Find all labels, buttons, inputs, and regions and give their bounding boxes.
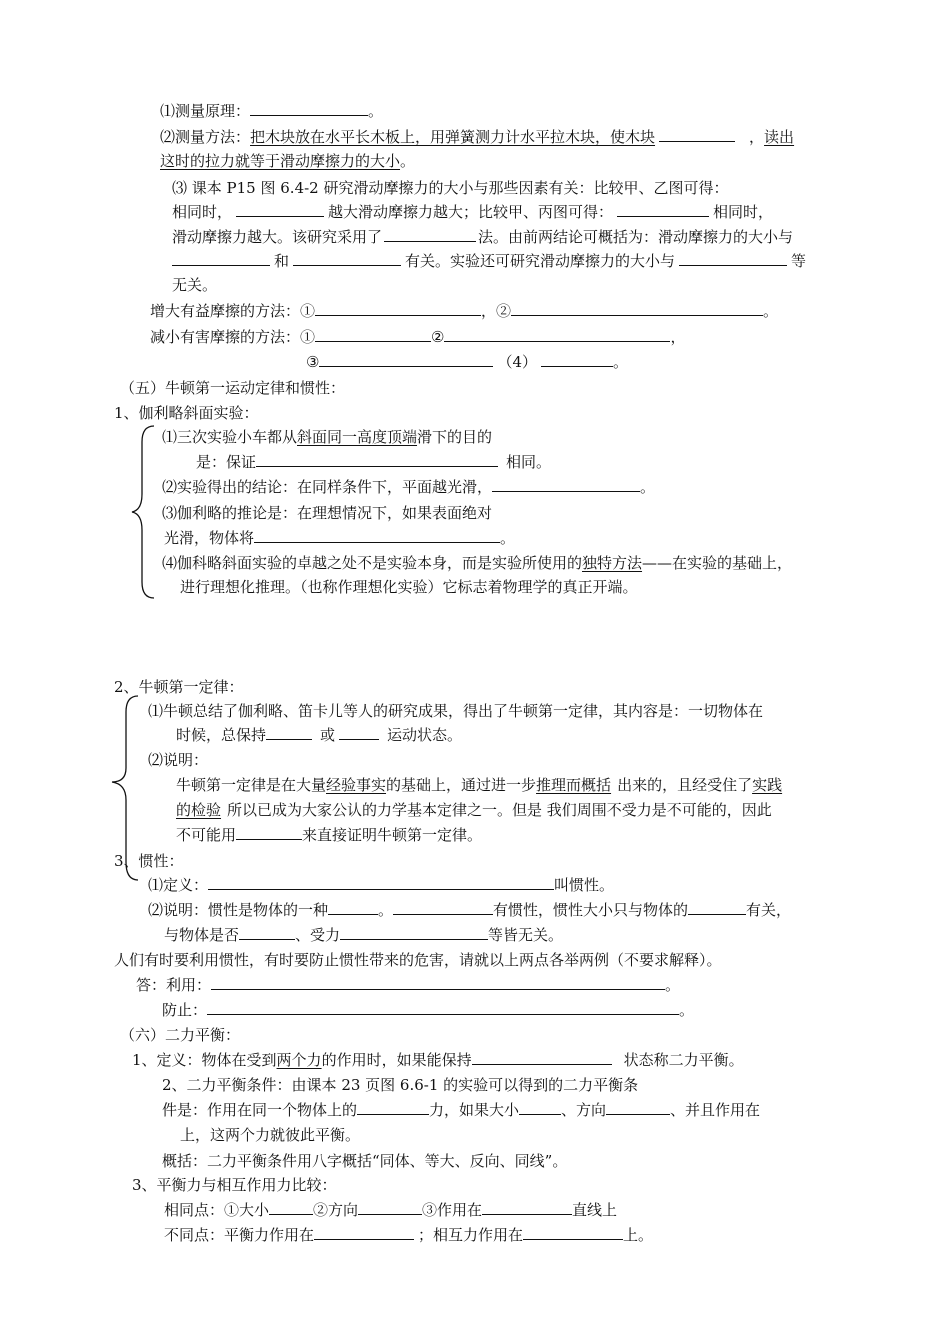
blank[interactable] bbox=[358, 1199, 422, 1215]
balance-line-3 bbox=[162, 1099, 760, 1121]
text: 不同点：平衡力作用在 bbox=[164, 1226, 315, 1244]
factors-line-2 bbox=[172, 226, 793, 248]
newton-line-2 bbox=[176, 724, 462, 746]
text: 牛顿第一定律是在大量 bbox=[176, 776, 327, 794]
measure-method-line bbox=[160, 126, 794, 148]
underlined-text: 推理而概括 bbox=[536, 776, 612, 794]
text: 上，这两个力就彼此平衡。 bbox=[180, 1126, 361, 1144]
measure-principle-line bbox=[160, 100, 383, 122]
punct: 。 bbox=[679, 1001, 695, 1019]
newton-line-4 bbox=[176, 774, 782, 796]
text: 时候，总保持 bbox=[176, 726, 267, 744]
blank[interactable] bbox=[523, 1224, 623, 1240]
text: 叫惯性。 bbox=[554, 876, 615, 894]
blank[interactable] bbox=[444, 326, 670, 342]
textbook-line bbox=[172, 177, 729, 199]
text: 法。由前两结论可概括为：滑动摩擦力的大小与 bbox=[478, 228, 794, 246]
factors-line bbox=[172, 201, 773, 223]
section-heading-newton bbox=[120, 377, 345, 399]
text: 、受力 bbox=[295, 926, 341, 944]
underlined-text: 两个力 bbox=[276, 1051, 322, 1069]
text: 的基础上，通过进一步 bbox=[386, 776, 537, 794]
blank[interactable] bbox=[293, 250, 401, 266]
punct: ， bbox=[749, 128, 765, 146]
blank[interactable] bbox=[340, 924, 488, 940]
inertia-heading bbox=[114, 850, 184, 872]
text: 减小有害摩擦的方法：① bbox=[150, 328, 316, 346]
blank[interactable] bbox=[688, 899, 746, 915]
galileo-line-4 bbox=[162, 502, 492, 524]
text: ⑵说明： bbox=[148, 751, 209, 769]
factors-line-3 bbox=[172, 250, 806, 272]
text: ，② bbox=[481, 302, 512, 320]
text: 越大滑动摩擦力越大；比较甲、丙图可得： bbox=[328, 203, 614, 221]
blank[interactable] bbox=[482, 1199, 572, 1215]
measure-method-line-2 bbox=[160, 150, 415, 172]
balance-line-2 bbox=[162, 1074, 638, 1096]
inertia-line-1 bbox=[148, 874, 614, 896]
text: 滑动摩擦力越大。该研究采用了 bbox=[172, 228, 383, 246]
punct: 。 bbox=[368, 102, 384, 120]
factors-line-4 bbox=[172, 274, 217, 296]
text: 出来的，且经受住了 bbox=[617, 776, 753, 794]
blank[interactable] bbox=[679, 250, 787, 266]
blank[interactable] bbox=[236, 824, 302, 840]
underlined-text: 斜面同一高度顶端 bbox=[297, 428, 418, 446]
blank[interactable] bbox=[328, 899, 378, 915]
text: ② bbox=[431, 328, 445, 346]
galileo-heading bbox=[114, 402, 259, 424]
balance-line-4 bbox=[180, 1124, 360, 1146]
blank[interactable] bbox=[172, 250, 270, 266]
blank[interactable] bbox=[269, 1199, 313, 1215]
blank[interactable] bbox=[319, 351, 493, 367]
punct: ， bbox=[670, 328, 686, 346]
text: 无关。 bbox=[172, 276, 218, 294]
text: ⑵实验得出的结论：在同样条件下，平面越光滑， bbox=[162, 478, 493, 496]
inertia-line-2 bbox=[148, 899, 791, 921]
text: 防止： bbox=[162, 1001, 208, 1019]
galileo-line-6 bbox=[162, 552, 792, 574]
text: 相同时， bbox=[713, 203, 774, 221]
text: 所以已成为大家公认的力学基本定律之一。但是 我们周围不受力是不可能的，因此 bbox=[227, 801, 772, 819]
text: 3、惯性： bbox=[114, 852, 184, 870]
blank[interactable] bbox=[208, 874, 554, 890]
text: 的作用时，如果能保持 bbox=[321, 1051, 472, 1069]
punct: 。 bbox=[378, 901, 394, 919]
blank[interactable] bbox=[266, 724, 312, 740]
blank[interactable] bbox=[659, 126, 735, 142]
text: 相同时， bbox=[172, 203, 233, 221]
curly-brace-icon bbox=[128, 424, 158, 600]
blank[interactable] bbox=[256, 451, 498, 467]
text: 或 bbox=[320, 726, 336, 744]
blank[interactable] bbox=[314, 1224, 414, 1240]
text: 状态称二力平衡。 bbox=[623, 1051, 744, 1069]
underlined-text: 实践 bbox=[752, 776, 783, 794]
punct: 。 bbox=[640, 478, 656, 496]
blank[interactable] bbox=[315, 326, 431, 342]
punct: 。 bbox=[763, 302, 779, 320]
text: ②方向 bbox=[313, 1201, 359, 1219]
measure-principle-label: ⑴测量原理： bbox=[160, 102, 251, 120]
galileo-line-5 bbox=[164, 527, 515, 549]
blank[interactable] bbox=[211, 974, 665, 990]
punct: 。 bbox=[665, 976, 681, 994]
measure-method-text-3: 这时的拉力就等于滑动摩擦力的大小 bbox=[160, 152, 401, 170]
balance-diff-line bbox=[164, 1224, 653, 1246]
text: （五）牛顿第一运动定律和惯性： bbox=[120, 379, 346, 397]
blank[interactable] bbox=[511, 300, 763, 316]
blank[interactable] bbox=[606, 1099, 670, 1115]
blank[interactable] bbox=[254, 527, 500, 543]
newton-line-3 bbox=[148, 749, 208, 771]
section-heading-balance bbox=[120, 1024, 240, 1046]
text: 2、二力平衡条件：由课本 23 页图 6.6-1 的实验可以得到的二力平衡条 bbox=[162, 1076, 639, 1094]
text: ⑴三次实验小车都从 bbox=[162, 428, 298, 446]
blank[interactable] bbox=[492, 476, 640, 492]
text: 人们有时要利用惯性，有时要防止惯性带来的危害，请就以上两点各举两例（不要求解释）。 bbox=[114, 951, 722, 969]
blank[interactable] bbox=[384, 226, 476, 242]
measure-method-text: 把木块放在水平长木板上，用弹簧测力计水平拉木块，使木块 bbox=[250, 128, 656, 146]
text: 件是：作用在同一个物体上的 bbox=[162, 1101, 358, 1119]
blank[interactable] bbox=[519, 1099, 561, 1115]
balance-same-line bbox=[164, 1199, 617, 1221]
newton-line-5 bbox=[176, 799, 772, 821]
text: ③ bbox=[306, 353, 320, 371]
text: 来直接证明牛顿第一定律。 bbox=[302, 826, 483, 844]
text: ⑶伽利略的推论是：在理想情况下，如果表面绝对 bbox=[162, 504, 493, 522]
inertia-line-3 bbox=[164, 924, 563, 946]
text: 光滑，物体将 bbox=[164, 529, 255, 547]
text: ⑷伽科略斜面实验的卓越之处不是实验本身，而是实验所使用的 bbox=[162, 554, 583, 572]
blank[interactable] bbox=[239, 924, 295, 940]
underlined-text: 独特方法 bbox=[582, 554, 643, 572]
measure-method-text-2: 读出 bbox=[764, 128, 795, 146]
text: ③作用在 bbox=[422, 1201, 483, 1219]
text: 概括：二力平衡条件用八字概括“同体、等大、反向、同线”。 bbox=[162, 1152, 568, 1170]
text: 和 bbox=[274, 252, 290, 270]
textbook-text: ⑶ 课本 P15 图 6.4-2 研究滑动摩擦力的大小与那些因素有关：比较甲、乙图可得： bbox=[172, 179, 729, 197]
underlined-text: 的检验 bbox=[176, 801, 222, 819]
decrease-friction-line bbox=[150, 326, 685, 348]
text: 与物体是否 bbox=[164, 926, 240, 944]
newton-line-6 bbox=[176, 824, 482, 846]
galileo-line-3 bbox=[162, 476, 655, 498]
punct: 。 bbox=[400, 152, 416, 170]
galileo-line-2 bbox=[196, 451, 551, 473]
text: 运动状态。 bbox=[387, 726, 463, 744]
text: ⑴牛顿总结了伽利略、笛卡儿等人的研究成果，得出了牛顿第一定律，其内容是：一切物体在 bbox=[148, 702, 764, 720]
text: （六）二力平衡： bbox=[120, 1026, 241, 1044]
text: 直线上 bbox=[572, 1201, 618, 1219]
text: 、方向 bbox=[561, 1101, 607, 1119]
text: 力，如果大小 bbox=[429, 1101, 520, 1119]
text: （4） bbox=[497, 353, 537, 371]
galileo-line-1 bbox=[162, 426, 492, 448]
text: 答：利用： bbox=[136, 976, 212, 994]
answer-prevent-line bbox=[162, 999, 694, 1021]
balance-compare-heading bbox=[132, 1174, 337, 1196]
blank[interactable] bbox=[541, 351, 613, 367]
blank[interactable] bbox=[207, 999, 679, 1015]
punct: 。 bbox=[500, 529, 516, 547]
text: 增大有益摩擦的方法：① bbox=[150, 302, 316, 320]
text: ⑵说明：惯性是物体的一种 bbox=[148, 901, 329, 919]
blank[interactable] bbox=[357, 1099, 429, 1115]
blank[interactable] bbox=[472, 1049, 612, 1065]
text: 相同。 bbox=[506, 453, 552, 471]
underlined-text: 经验事实 bbox=[326, 776, 387, 794]
text: 1、定义：物体在受到 bbox=[132, 1051, 277, 1069]
text: 等皆无关。 bbox=[488, 926, 564, 944]
blank[interactable] bbox=[250, 100, 368, 116]
answer-use-line bbox=[136, 974, 680, 996]
text: 有惯性，惯性大小只与物体的 bbox=[493, 901, 689, 919]
text: 滑下的目的 bbox=[417, 428, 493, 446]
blank[interactable] bbox=[315, 300, 481, 316]
text: 是：保证 bbox=[196, 453, 257, 471]
balance-summary-line bbox=[162, 1150, 567, 1172]
balance-line-1 bbox=[132, 1049, 744, 1071]
inertia-line-4 bbox=[114, 949, 722, 971]
blank[interactable] bbox=[339, 724, 379, 740]
text: ——在实验的基础上， bbox=[642, 554, 793, 572]
measure-method-label: ⑵测量方法： bbox=[160, 128, 251, 146]
text: 等 bbox=[791, 252, 807, 270]
text: 有关， bbox=[746, 901, 792, 919]
text: 有关。实验还可研究滑动摩擦力的大小与 bbox=[405, 252, 676, 270]
text: ⑴定义： bbox=[148, 876, 209, 894]
punct: 。 bbox=[613, 353, 629, 371]
blank[interactable] bbox=[236, 201, 324, 217]
text: 上。 bbox=[623, 1226, 654, 1244]
blank[interactable] bbox=[617, 201, 709, 217]
decrease-friction-line-2 bbox=[306, 351, 628, 373]
increase-friction-line bbox=[150, 300, 778, 322]
text: 不可能用 bbox=[176, 826, 237, 844]
galileo-line-7 bbox=[180, 576, 638, 598]
text: ；相互力作用在 bbox=[418, 1226, 524, 1244]
text: 相同点：①大小 bbox=[164, 1201, 270, 1219]
text: 1、伽利略斜面实验： bbox=[114, 404, 259, 422]
text: 进行理想化推理。（也称作理想化实验）它标志着物理学的真正开端。 bbox=[180, 578, 638, 596]
text: 3、平衡力与相互作用力比较： bbox=[132, 1176, 337, 1194]
newton-line-1 bbox=[148, 700, 763, 722]
blank[interactable] bbox=[393, 899, 493, 915]
text: 、并且作用在 bbox=[670, 1101, 761, 1119]
text: 2、牛顿第一定律： bbox=[114, 678, 244, 696]
